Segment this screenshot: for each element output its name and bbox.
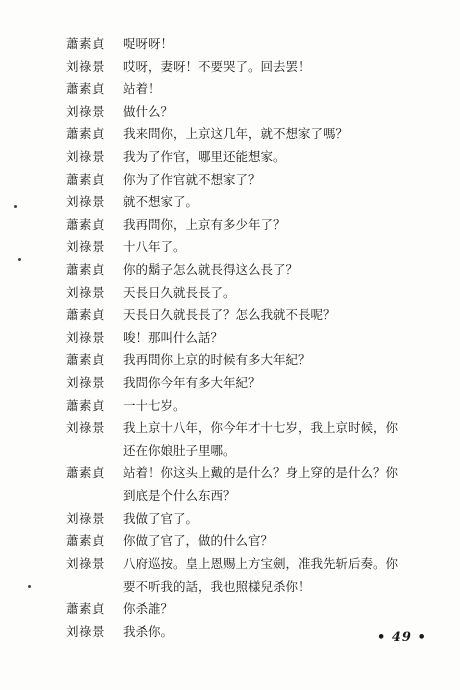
speaker-name: 刘祿景 [66,329,106,345]
print-speck [14,205,17,208]
speaker-name: 刘祿景 [66,194,106,210]
speaker-name: 刘祿景 [66,623,106,639]
speech-text: 站着！ [123,81,161,97]
speech-continuation: 要不听我的話，我也照樣兒杀你！ [123,578,311,594]
speaker-name: 刘祿景 [66,239,106,255]
speech-text: 我为了作官，哪里还能想家。 [123,149,286,164]
speaker-name: 蕭素貞 [66,352,106,368]
speaker-name: 蕭素貞 [66,126,106,142]
speaker-name: 蕭素貞 [66,216,106,232]
speaker-name: 刘祿景 [66,103,106,119]
speech-text: 我来問你，上京这几年，就不想家了嗎？ [123,126,349,142]
speech-text: 唆！那叫什么話？ [123,329,224,345]
speech-continuation: 还在你娘肚子里哪。 [123,443,236,459]
speaker-name: 刘祿景 [66,510,106,526]
page-number: • 49 • [377,630,427,645]
speech-text: 我做了官了。 [123,510,199,526]
speaker-name: 蕭素貞 [66,81,106,97]
speech-text: 我杀你。 [123,623,174,639]
speech-text: 你的鬍子怎么就長得这么長了？ [123,262,299,277]
speaker-name: 刘祿景 [66,420,106,436]
speaker-name: 刘祿景 [66,149,106,164]
speech-text: 你为了作官就不想家了？ [123,171,261,187]
speech-text: 做什么？ [123,103,174,119]
speech-text: 天長日久就長長了。 [123,284,236,300]
speech-text: 天長日久就長長了？怎么我就不長呢？ [123,307,336,323]
speech-text: 我再問你，上京有多少年了？ [123,216,286,232]
speech-text: 你杀誰？ [123,601,174,616]
speaker-name: 蕭素貞 [66,171,106,187]
speech-text: 八府巡按。皇上恩赐上方宝劍，准我先斩后奏。你 [123,555,399,571]
speech-text: 就不想家了。 [123,194,199,210]
speech-text: 一十七岁。 [123,397,186,413]
speech-text: 我問你今年有多大年紀？ [123,375,261,390]
print-speck [28,585,31,588]
speech-text: 我再問你上京的时候有多大年紀？ [123,352,311,368]
speech-text: 你做了官了，做的什么官？ [123,533,274,549]
speaker-name: 蕭素貞 [66,397,106,413]
speaker-name: 蕭素貞 [66,465,106,481]
speaker-name: 刘祿景 [66,58,106,74]
speaker-name: 蕭素貞 [66,307,106,323]
speech-text: 十八年了。 [123,239,186,255]
speaker-name: 蕭素貞 [66,262,106,277]
speaker-name: 蕭素貞 [66,533,106,549]
speech-text: 哎呀，妻呀！不要哭了。回去罢！ [123,58,311,74]
speaker-name: 蕭素貞 [66,601,106,616]
print-speck [18,258,21,261]
speech-continuation: 到底是个什么东西？ [123,488,236,504]
speech-text: 站着！你这头上戴的是什么？身上穿的是什么？你 [123,465,399,481]
speech-text: 哫呀呀！ [123,36,174,51]
speaker-name: 刘祿景 [66,284,106,300]
speech-text: 我上京十八年，你今年才十七岁，我上京时候，你 [123,420,399,436]
speaker-name: 蕭素貞 [66,36,106,51]
speaker-name: 刘祿景 [66,555,106,571]
speaker-name: 刘祿景 [66,375,106,390]
